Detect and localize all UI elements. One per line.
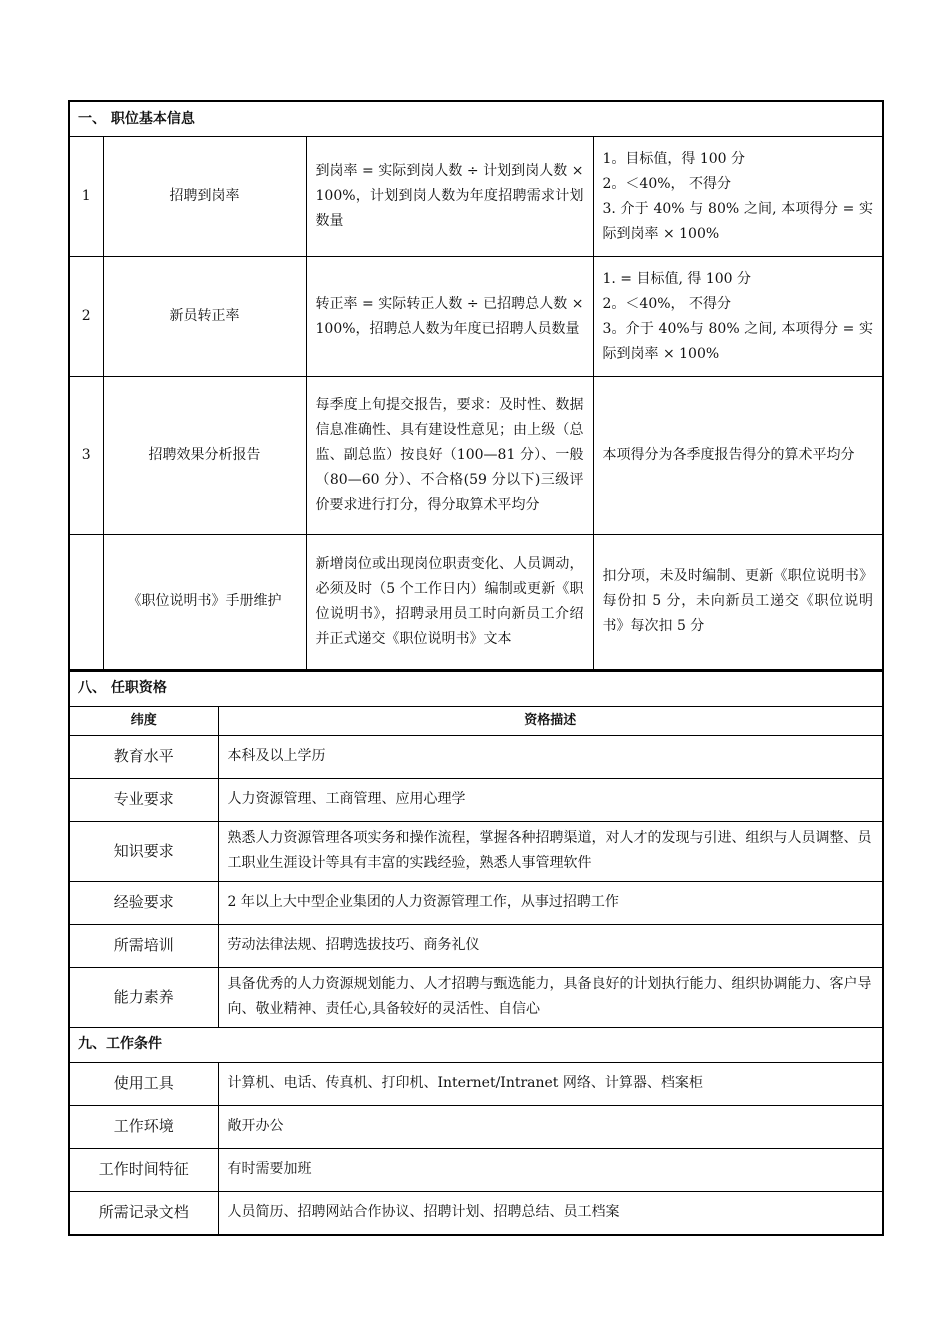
section-title-basic-info: 一、 职位基本信息: [69, 101, 883, 137]
kpi-formula: 每季度上旬提交报告，要求：及时性、数据信息准确性、具有建设性意见；由上级（总监、副总监）按良好（100—81 分）、一般（80—60 分）、不合格(59 分以下)三级评价要求进行打分，得分取算术平均分: [306, 377, 593, 535]
qualification-row: [69, 967, 883, 1027]
condition-row: [69, 1105, 883, 1148]
kpi-number: 1: [69, 137, 103, 257]
condition-row: [69, 1062, 883, 1105]
qualification-value: 2 年以上大中型企业集团的人力资源管理工作，从事过招聘工作: [218, 881, 883, 924]
scoring-line: 2。＜40%， 不得分: [602, 295, 731, 312]
qualification-row: [69, 778, 883, 821]
kpi-name: 《职位说明书》手册维护: [103, 535, 306, 670]
qualification-label: 经验要求: [69, 881, 218, 924]
condition-row: [69, 1148, 883, 1191]
condition-value: 敞开办公: [218, 1105, 883, 1148]
document: [68, 100, 882, 1236]
column-header-description: 资格描述: [218, 706, 883, 735]
kpi-number: 3: [69, 377, 103, 535]
scoring-line: 1. = 目标值, 得 100 分: [602, 270, 752, 287]
scoring-line: 1。目标值，得 100 分: [602, 150, 746, 167]
kpi-scoring: [593, 257, 883, 377]
kpi-formula: 到岗率 = 实际到岗人数 ÷ 计划到岗人数 × 100%，计划到岗人数为年度招聘需求计划数量: [306, 137, 593, 257]
kpi-row: [69, 137, 883, 257]
condition-row: [69, 1191, 883, 1235]
qualification-row: [69, 735, 883, 778]
qualification-label: 知识要求: [69, 821, 218, 881]
scoring-line: 2。＜40%， 不得分: [602, 175, 731, 192]
condition-value: 有时需要加班: [218, 1148, 883, 1191]
section-title-working-conditions: 九、工作条件: [69, 1027, 883, 1062]
kpi-table: [68, 100, 884, 671]
qualification-value: 人力资源管理、工商管理、应用心理学: [218, 778, 883, 821]
condition-label: 所需记录文档: [69, 1191, 218, 1235]
kpi-row: [69, 377, 883, 535]
qualification-row: [69, 924, 883, 967]
scoring-line: 本项得分为各季度报告得分的算术平均分: [602, 447, 855, 463]
kpi-row: [69, 257, 883, 377]
qualification-value: 具备优秀的人力资源规划能力、人才招聘与甄选能力，具备良好的计划执行能力、组织协调能力、客户导向、敬业精神、责任心,具备较好的灵活性、自信心: [218, 967, 883, 1027]
qualification-row: [69, 821, 883, 881]
scoring-line: 扣分项，未及时编制、更新《职位说明书》每份扣 5 分，未向新员工递交《职位说明书》每次扣 5 分: [602, 568, 873, 635]
kpi-name: 招聘到岗率: [103, 137, 306, 257]
kpi-number: [69, 535, 103, 670]
qualification-label: 能力素养: [69, 967, 218, 1027]
kpi-scoring: [593, 535, 883, 670]
kpi-formula: 新增岗位或出现岗位职责变化、人员调动，必须及时（5 个工作日内）编制或更新《职位说明书》，招聘录用员工时向新员工介绍并正式递交《职位说明书》文本: [306, 535, 593, 670]
qualification-value: 熟悉人力资源管理各项实务和操作流程，掌握各种招聘渠道，对人才的发现与引进、组织与人员调整、员工职业生涯设计等具有丰富的实践经验，熟悉人事管理软件: [218, 821, 883, 881]
kpi-row: [69, 535, 883, 670]
condition-value: 人员简历、招聘网站合作协议、招聘计划、招聘总结、员工档案: [218, 1191, 883, 1235]
qualification-value: 劳动法律法规、招聘选拔技巧、商务礼仪: [218, 924, 883, 967]
kpi-scoring: [593, 137, 883, 257]
kpi-name: 新员转正率: [103, 257, 306, 377]
qualification-label: 教育水平: [69, 735, 218, 778]
kpi-name: 招聘效果分析报告: [103, 377, 306, 535]
condition-label: 工作时间特征: [69, 1148, 218, 1191]
qualification-label: 专业要求: [69, 778, 218, 821]
scoring-line: 3。介于 40%与 80% 之间, 本项得分 = 实际到岗率 × 100%: [602, 320, 873, 362]
qualification-table: [68, 671, 884, 1236]
kpi-formula: 转正率 = 实际转正人数 ÷ 已招聘总人数 × 100%，招聘总人数为年度已招聘人员数量: [306, 257, 593, 377]
condition-label: 工作环境: [69, 1105, 218, 1148]
condition-value: 计算机、电话、传真机、打印机、Internet/Intranet 网络、计算器、档案柜: [218, 1062, 883, 1105]
column-header-dimension: 纬度: [69, 706, 218, 735]
qualification-value: 本科及以上学历: [218, 735, 883, 778]
kpi-scoring: [593, 377, 883, 535]
scoring-line: 3. 介于 40% 与 80% 之间, 本项得分 = 实际到岗率 × 100%: [602, 200, 873, 242]
condition-label: 使用工具: [69, 1062, 218, 1105]
kpi-number: 2: [69, 257, 103, 377]
qualification-row: [69, 881, 883, 924]
qualification-label: 所需培训: [69, 924, 218, 967]
section-title-qualifications: 八、 任职资格: [69, 671, 883, 706]
